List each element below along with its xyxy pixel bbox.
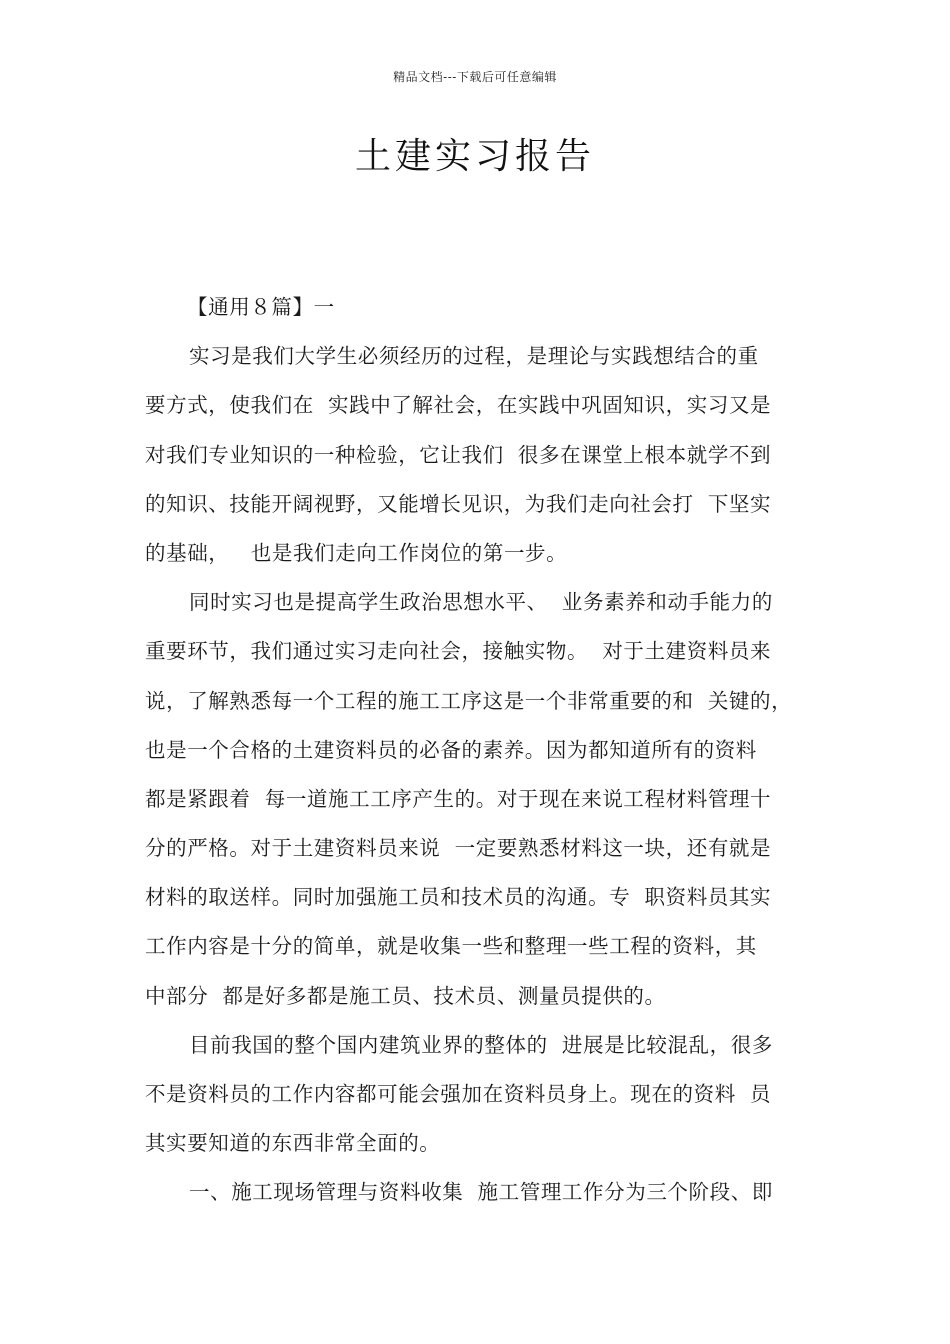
paragraph-4-line-1: 一、施工现场管理与资料收集 施工管理工作分为三个阶段、即	[189, 1180, 773, 1205]
paragraph-1-line-4: 的知识、技能开阔视野，又能增长见识，为我们走向社会打 下坚实	[145, 491, 772, 516]
document-title: 土建实习报告	[354, 136, 595, 177]
paragraph-1-line-5: 的基础， 也是我们走向工作岗位的第一步。	[145, 540, 568, 565]
paragraph-2-line-3: 说，了解熟悉每一个工程的施工工序这是一个非常重要的和 关键的，	[145, 688, 793, 713]
paragraph-1-line-2: 要方式，使我们在 实践中了解社会，在实践中巩固知识，实习又是	[145, 393, 772, 418]
paragraph-3-line-3: 其实要知道的东西非常全面的。	[145, 1131, 441, 1156]
paragraph-1-line-1: 实习是我们大学生必须经历的过程，是理论与实践想结合的重	[189, 344, 759, 369]
paragraph-2-line-1: 同时实习也是提高学生政治思想水平、 业务素养和动手能力的	[189, 590, 773, 615]
document-subtitle: 【通用８篇】一	[187, 295, 335, 319]
paragraph-2-line-6: 分的严格。对于土建资料员来说 一定要熟悉材料这一块，还有就是	[145, 836, 772, 861]
page-header-watermark: 精品文档---下载后可任意编辑	[393, 70, 557, 84]
paragraph-2-line-9: 中部分 都是好多都是施工员、技术员、测量员提供的。	[145, 983, 666, 1008]
paragraph-2-line-4: 也是一个合格的土建资料员的必备的素养。因为都知道所有的资料	[145, 737, 757, 762]
paragraph-1-line-3: 对我们专业知识的一种检验，它让我们 很多在课堂上根本就学不到	[145, 442, 772, 467]
paragraph-2-line-5: 都是紧跟着 每一道施工工序产生的。对于现在来说工程材料管理十	[145, 786, 772, 811]
paragraph-2-line-2: 重要环节，我们通过实习走向社会，接触实物。 对于土建资料员来	[145, 639, 772, 664]
paragraph-2-line-8: 工作内容是十分的简单，就是收集一些和整理一些工程的资料，其	[145, 934, 757, 959]
document-body	[145, 283, 820, 1218]
paragraph-2-line-7: 材料的取送样。同时加强施工员和技术员的沟通。专 职资料员其实	[145, 885, 772, 910]
paragraph-3-line-1: 目前我国的整个国内建筑业界的整体的 进展是比较混乱，很多	[189, 1032, 773, 1057]
paragraph-3-line-2: 不是资料员的工作内容都可能会强加在资料员身上。现在的资料 员	[145, 1082, 772, 1106]
